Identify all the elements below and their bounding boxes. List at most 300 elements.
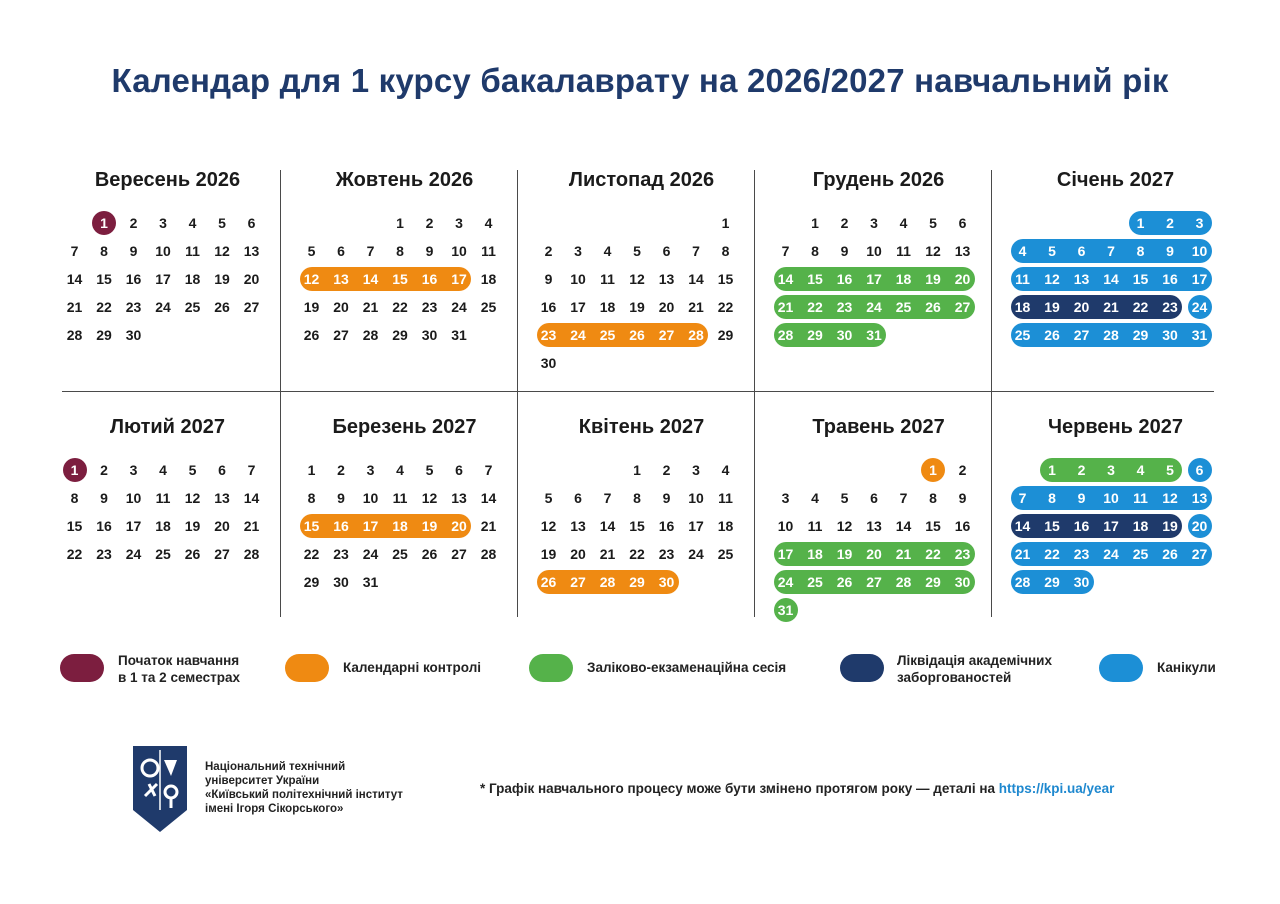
calendar-day: 3	[692, 462, 700, 478]
legend-swatch-holidays	[1099, 654, 1143, 682]
calendar-day: 28	[1103, 327, 1119, 343]
calendar-day: 14	[243, 490, 260, 506]
calendar-day: 16	[96, 518, 112, 534]
calendar-day: 28	[480, 546, 497, 562]
calendar-day: 19	[303, 299, 320, 315]
calendar-day: 15	[1132, 271, 1149, 287]
calendar-day: 25	[480, 299, 497, 315]
calendar-day: 25	[1014, 327, 1031, 343]
calendar-day: 10	[451, 243, 467, 259]
calendar-day: 18	[599, 299, 616, 315]
calendar-day: 25	[155, 546, 171, 562]
calendar-day: 22	[629, 546, 645, 562]
calendar-day: 3	[159, 215, 167, 231]
calendar-day: 7	[1018, 490, 1027, 506]
calendar-day: 6	[247, 215, 256, 231]
calendar-day: 24	[866, 299, 882, 315]
calendar-day: 11	[185, 243, 200, 259]
calendar-day: 22	[96, 299, 112, 315]
calendar-day: 21	[1103, 299, 1119, 315]
university-name-line: «Київський політехнічний інститут	[205, 789, 403, 801]
calendar-day: 24	[777, 574, 794, 590]
calendar-day: 21	[66, 299, 83, 315]
calendar-day: 12	[925, 243, 941, 259]
month-10	[1008, 415, 1223, 615]
calendar-day: 14	[599, 518, 616, 534]
calendar-day: 27	[954, 299, 971, 315]
calendar-day: 14	[1103, 271, 1119, 287]
calendar-day: 9	[425, 243, 434, 259]
month-5	[1008, 168, 1223, 368]
calendar-day: 10	[866, 243, 882, 259]
calendar-day: 25	[895, 299, 912, 315]
month-title: Травень 2027	[812, 416, 945, 438]
calendar-day: 30	[125, 327, 142, 343]
calendar-day: 28	[599, 574, 616, 590]
calendar-day: 10	[125, 490, 142, 506]
calendar-day: 21	[895, 546, 912, 562]
calendar-day: 31	[866, 327, 882, 343]
calendar-day: 29	[925, 574, 941, 590]
calendar-day: 16	[836, 271, 853, 287]
legend-swatch-liquidation	[840, 654, 884, 682]
footnote	[480, 781, 1114, 796]
calendar-day: 18	[807, 546, 823, 562]
calendar-day: 2	[840, 215, 849, 231]
calendar-day: 19	[1162, 518, 1178, 534]
calendar-day: 3	[366, 462, 375, 478]
calendar-day: 4	[603, 243, 612, 259]
calendar-day: 7	[70, 243, 79, 259]
calendar-day: 6	[1195, 462, 1204, 478]
calendar-day: 27	[1191, 546, 1208, 562]
calendar-day: 18	[895, 271, 912, 287]
legend-label-start: Початок навчання в 1 та 2 семестрах	[118, 653, 240, 685]
calendar-day: 9	[100, 490, 108, 506]
calendar-day: 18	[717, 518, 734, 534]
calendar-day: 17	[777, 546, 794, 562]
calendar-day: 5	[840, 490, 849, 506]
calendar-day: 8	[633, 490, 641, 506]
calendar-day: 12	[184, 490, 201, 506]
calendar-day: 10	[362, 490, 379, 506]
calendar-day: 22	[392, 299, 408, 315]
calendar-day: 14	[777, 271, 794, 287]
calendar-day: 2	[337, 462, 345, 478]
calendar-day: 12	[836, 518, 853, 534]
month-title: Жовтень 2026	[335, 169, 474, 191]
calendar-day: 12	[214, 243, 230, 259]
month-title: Вересень 2026	[94, 169, 241, 191]
calendar-day: 14	[688, 271, 704, 287]
calendar-day: 21	[243, 518, 260, 534]
month-days	[534, 168, 749, 371]
calendar-day: 19	[1044, 299, 1060, 315]
calendar-day: 3	[129, 462, 138, 478]
calendar-day: 18	[1132, 518, 1149, 534]
calendar-day: 1	[633, 462, 641, 478]
legend-label-session: Заліково-екзаменаційна сесія	[587, 660, 787, 675]
calendar-day: 9	[1077, 490, 1086, 506]
calendar-day: 19	[629, 299, 645, 315]
calendar-day: 10	[1191, 243, 1208, 259]
footnote-text: * Графік навчального процесу може бути змінено протягом року — деталі на	[480, 781, 999, 796]
calendar-day: 11	[896, 243, 911, 259]
calendar-day: 26	[629, 327, 645, 343]
calendar-day: 23	[421, 299, 438, 315]
calendar-day: 17	[451, 271, 467, 287]
calendar-day: 6	[574, 490, 582, 506]
calendar-day: 24	[1103, 546, 1119, 562]
month-title: Грудень 2026	[812, 169, 945, 191]
calendar-day: 7	[484, 462, 493, 478]
legend-label-holidays: Канікули	[1157, 660, 1216, 675]
calendar-day: 26	[1162, 546, 1178, 562]
footnote-link[interactable]: https://kpi.ua/year	[998, 781, 1115, 796]
month-days	[771, 168, 986, 368]
calendar-day: 6	[870, 490, 878, 506]
calendar-day: 16	[125, 271, 142, 287]
calendar-day: 16	[421, 271, 438, 287]
month-1	[60, 168, 275, 368]
calendar-day: 29	[1044, 574, 1060, 590]
calendar-day: 29	[717, 327, 734, 343]
calendar-day: 21	[688, 299, 704, 315]
calendar-day: 15	[96, 271, 112, 287]
calendar-day: 7	[247, 462, 256, 478]
calendar-day: 6	[337, 243, 345, 259]
calendar-day: 5	[425, 462, 434, 478]
calendar-day: 12	[1044, 271, 1060, 287]
calendar-day: 4	[811, 490, 819, 506]
calendar-day: 20	[570, 546, 586, 562]
calendar-day: 28	[688, 327, 704, 343]
calendar-day: 23	[954, 546, 971, 562]
calendar-day: 8	[929, 490, 937, 506]
legend-label-control: Календарні контролі	[343, 660, 482, 675]
calendar-day: 22	[807, 299, 823, 315]
calendar-day: 7	[781, 243, 790, 259]
calendar-day: 9	[1166, 243, 1174, 259]
calendar-day: 6	[958, 215, 967, 231]
calendar-day: 1	[307, 462, 316, 478]
calendar-day: 11	[807, 518, 823, 534]
calendar-day: 28	[1014, 574, 1031, 590]
calendar-day: 13	[1073, 271, 1090, 287]
calendar-day: 19	[214, 271, 230, 287]
calendar-day: 15	[925, 518, 941, 534]
calendar-day: 25	[717, 546, 734, 562]
month-days	[771, 415, 986, 618]
calendar-day: 20	[243, 271, 260, 287]
calendar-day: 7	[899, 490, 908, 506]
calendar-day: 6	[455, 462, 463, 478]
calendar-day: 10	[777, 518, 794, 534]
calendar-day: 14	[66, 271, 83, 287]
calendar-day: 27	[333, 327, 349, 343]
legend-item-holidays	[1099, 652, 1239, 684]
calendar-day: 24	[688, 546, 704, 562]
calendar-day: 30	[1073, 574, 1090, 590]
calendar-day: 20	[1191, 518, 1208, 534]
calendar-day: 2	[425, 215, 434, 231]
calendar-day: 16	[954, 518, 971, 534]
calendar-day: 4	[721, 462, 730, 478]
calendar-day: 9	[129, 243, 138, 259]
calendar-day: 2	[662, 462, 671, 478]
calendar-day: 28	[362, 327, 379, 343]
calendar-day: 1	[811, 215, 819, 231]
calendar-day: 11	[392, 490, 408, 506]
calendar-day: 10	[155, 243, 171, 259]
calendar-day: 25	[807, 574, 823, 590]
month-days	[60, 168, 275, 368]
calendar-day: 3	[574, 243, 582, 259]
calendar-day: 27	[866, 574, 882, 590]
calendar-day: 15	[717, 271, 734, 287]
legend-swatch-session	[529, 654, 573, 682]
calendar-day: 23	[836, 299, 853, 315]
calendar-day: 23	[658, 546, 675, 562]
calendar-day: 31	[451, 327, 467, 343]
calendar-day: 5	[544, 490, 553, 506]
calendar-day: 21	[1014, 546, 1031, 562]
month-4	[771, 168, 986, 368]
university-name	[205, 760, 403, 816]
calendar-day: 8	[721, 243, 730, 259]
calendar-day: 18	[155, 518, 171, 534]
calendar-day: 9	[840, 243, 849, 259]
row-divider	[62, 391, 1214, 392]
calendar-day: 27	[214, 546, 230, 562]
calendar-day: 11	[481, 243, 496, 259]
calendar-day: 27	[1073, 327, 1090, 343]
calendar-day: 3	[781, 490, 790, 506]
calendar-day: 25	[184, 299, 201, 315]
calendar-day: 14	[362, 271, 379, 287]
legend-swatch-control	[285, 654, 329, 682]
calendar-day: 23	[540, 327, 557, 343]
calendar-day: 13	[451, 490, 467, 506]
calendar-day: 12	[421, 490, 438, 506]
calendar-day: 26	[184, 546, 201, 562]
calendar-day: 24	[362, 546, 379, 562]
calendar-day: 7	[692, 243, 700, 259]
calendar-day: 19	[925, 271, 941, 287]
calendar-day: 30	[540, 355, 557, 371]
calendar-day: 30	[658, 574, 675, 590]
calendar-day: 28	[243, 546, 260, 562]
calendar-day: 17	[1103, 518, 1119, 534]
calendar-day: 4	[159, 462, 167, 478]
calendar-day: 9	[958, 490, 967, 506]
calendar-day: 1	[1136, 215, 1145, 231]
calendar-day: 30	[421, 327, 438, 343]
calendar-day: 29	[807, 327, 823, 343]
calendar-day: 27	[658, 327, 675, 343]
calendar-day: 4	[1136, 462, 1145, 478]
calendar-day: 15	[392, 271, 408, 287]
calendar-day: 30	[836, 327, 853, 343]
calendar-day: 22	[66, 546, 83, 562]
month-days	[1008, 168, 1223, 368]
calendar-day: 20	[1073, 299, 1090, 315]
calendar-day: 6	[1077, 243, 1086, 259]
calendar-day: 18	[480, 271, 497, 287]
calendar-day: 1	[721, 215, 730, 231]
calendar-day: 9	[662, 490, 671, 506]
calendar-day: 3	[870, 215, 878, 231]
calendar-day: 31	[1191, 327, 1208, 343]
calendar-day: 24	[570, 327, 586, 343]
month-6	[60, 415, 275, 615]
calendar-day: 2	[100, 462, 108, 478]
month-title: Березень 2027	[332, 416, 477, 438]
calendar-day: 13	[866, 518, 882, 534]
calendar-day: 9	[544, 271, 553, 287]
calendar-day: 2	[129, 215, 138, 231]
month-days	[1008, 415, 1223, 615]
month-days	[534, 415, 749, 615]
calendar-day: 27	[451, 546, 467, 562]
calendar-day: 26	[1044, 327, 1060, 343]
calendar-day: 24	[1191, 299, 1208, 315]
university-name-line: імені Ігоря Сікорського»	[205, 803, 344, 815]
calendar-day: 21	[599, 546, 616, 562]
calendar-day: 5	[188, 462, 197, 478]
calendar-day: 15	[303, 518, 320, 534]
calendar-day: 30	[954, 574, 971, 590]
calendar-day: 23	[125, 299, 142, 315]
calendar-day: 20	[866, 546, 882, 562]
month-2	[297, 168, 512, 368]
column-divider	[991, 170, 992, 617]
calendar-day: 4	[899, 215, 908, 231]
calendar-day: 4	[484, 215, 493, 231]
calendar-day: 23	[1073, 546, 1090, 562]
calendar-day: 30	[1162, 327, 1178, 343]
calendar-day: 21	[480, 518, 497, 534]
month-days	[60, 415, 275, 615]
calendar-day: 24	[125, 546, 142, 562]
calendar-day: 29	[392, 327, 408, 343]
legend-item-control	[285, 652, 505, 684]
calendar-day: 22	[1132, 299, 1149, 315]
calendar-day: 24	[155, 299, 171, 315]
column-divider	[517, 170, 518, 617]
calendar-day: 15	[807, 271, 823, 287]
university-name-line: Національний технічний	[205, 761, 346, 773]
calendar-day: 5	[218, 215, 226, 231]
calendar-day: 8	[811, 243, 819, 259]
calendar-day: 16	[1073, 518, 1090, 534]
calendar-day: 25	[1132, 546, 1149, 562]
calendar-day: 22	[303, 546, 320, 562]
calendar-day: 26	[421, 546, 438, 562]
calendar-day: 26	[836, 574, 853, 590]
calendar-day: 20	[954, 271, 971, 287]
calendar-day: 17	[362, 518, 379, 534]
calendar-day: 21	[777, 299, 794, 315]
calendar-day: 4	[396, 462, 404, 478]
legend-item-session	[529, 652, 829, 684]
calendar-day: 22	[1044, 546, 1060, 562]
calendar-day: 23	[96, 546, 112, 562]
calendar-day: 1	[929, 462, 937, 478]
calendar-day: 10	[570, 271, 586, 287]
calendar-day: 11	[718, 490, 733, 506]
calendar-day: 18	[1014, 299, 1031, 315]
calendar-day: 25	[392, 546, 408, 562]
calendar-day: 17	[570, 299, 586, 315]
calendar-day: 6	[218, 462, 226, 478]
calendar-day: 6	[662, 243, 671, 259]
calendar-day: 13	[1191, 490, 1208, 506]
calendar-day: 10	[1103, 490, 1119, 506]
calendar-day: 4	[1018, 243, 1027, 259]
calendar-day: 8	[1048, 490, 1056, 506]
column-divider	[754, 170, 755, 617]
calendar-day: 2	[1077, 462, 1086, 478]
calendar-day: 13	[243, 243, 260, 259]
calendar-day: 20	[214, 518, 230, 534]
calendar-day: 19	[184, 518, 201, 534]
calendar-day: 4	[188, 215, 197, 231]
calendar-day: 3	[1195, 215, 1204, 231]
calendar-day: 13	[570, 518, 586, 534]
calendar-day: 30	[333, 574, 349, 590]
legend-item-start	[60, 652, 260, 684]
month-8	[534, 415, 749, 615]
calendar-day: 5	[633, 243, 641, 259]
calendar-day: 2	[958, 462, 967, 478]
calendar-day: 15	[1044, 518, 1060, 534]
calendar-day: 13	[214, 490, 230, 506]
calendar-day: 17	[125, 518, 142, 534]
calendar-day: 27	[570, 574, 586, 590]
calendar-day: 20	[451, 518, 467, 534]
calendar-day: 1	[1048, 462, 1056, 478]
calendar-day: 17	[1191, 271, 1208, 287]
calendar-day: 10	[688, 490, 704, 506]
calendar-day: 29	[96, 327, 112, 343]
calendar-day: 8	[100, 243, 108, 259]
calendar-day: 18	[184, 271, 201, 287]
month-7	[297, 415, 512, 615]
calendar-day: 16	[1162, 271, 1178, 287]
calendar-day: 23	[1162, 299, 1178, 315]
month-days	[297, 168, 512, 368]
calendar-day: 15	[66, 518, 83, 534]
calendar-day: 17	[155, 271, 171, 287]
calendar-day: 27	[243, 299, 260, 315]
calendar-day: 25	[599, 327, 616, 343]
calendar-day: 3	[455, 215, 463, 231]
legend-item-liquidation	[840, 652, 1060, 684]
calendar-day: 12	[303, 271, 320, 287]
calendar-day: 11	[1015, 271, 1030, 287]
calendar-day: 11	[155, 490, 171, 506]
month-title: Листопад 2026	[568, 169, 715, 191]
calendar-day: 28	[777, 327, 794, 343]
legend-label-liquidation: Ліквідація академічних заборгованостей	[897, 653, 1052, 685]
calendar-day: 7	[366, 243, 375, 259]
month-9	[771, 415, 986, 618]
calendar-day: 21	[362, 299, 379, 315]
calendar-day: 5	[307, 243, 316, 259]
calendar-day: 28	[895, 574, 912, 590]
calendar-day: 19	[540, 546, 557, 562]
